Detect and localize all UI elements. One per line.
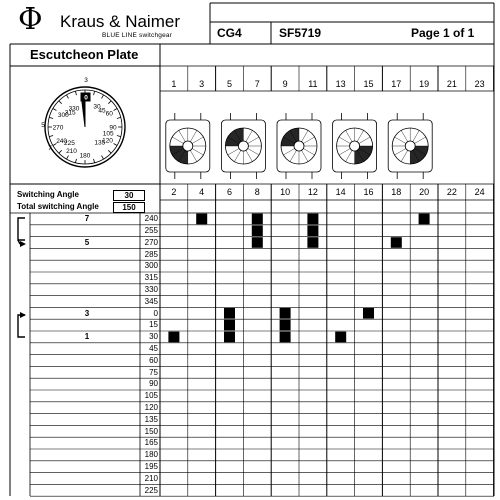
dial-label: 30 — [93, 103, 101, 111]
angle-label: 150 — [144, 426, 158, 436]
angle-label: 270 — [144, 237, 158, 247]
brand-name: Kraus & Naimer — [60, 12, 180, 31]
terminal-bottom-14: 14 — [335, 187, 346, 197]
angle-label: 345 — [144, 296, 158, 306]
angle-label: 180 — [144, 450, 158, 460]
terminal-top-15: 15 — [363, 79, 374, 89]
dial-label: 270 — [52, 124, 64, 132]
terminal-top-23: 23 — [474, 79, 485, 89]
angle-label: 0 — [153, 308, 158, 318]
contact-pictogram — [166, 113, 210, 179]
position-brackets — [18, 218, 26, 337]
contact-mark — [224, 320, 235, 331]
contact-mark — [252, 214, 263, 225]
dial-label: 240 — [56, 138, 68, 145]
terminal-bottom-24: 24 — [474, 187, 485, 197]
contact-mark — [363, 308, 374, 319]
angle-label: 300 — [144, 261, 158, 271]
dial-label: 120 — [102, 137, 113, 145]
dial-label: 225 — [64, 140, 75, 148]
dial-label: 315 — [64, 109, 76, 117]
terminal-bottom-2: 2 — [171, 187, 177, 197]
dial-label: 330 — [68, 105, 80, 113]
contact-mark — [168, 332, 179, 343]
contact-mark — [307, 225, 318, 236]
terminal-top-19: 19 — [419, 79, 430, 89]
angle-label: 135 — [144, 414, 158, 424]
terminal-top-17: 17 — [391, 79, 402, 89]
dial-label: 105 — [102, 130, 114, 138]
contact-mark — [280, 320, 291, 331]
brand-tagline: BLUE LINE switchgear — [102, 32, 173, 39]
angle-label: 120 — [144, 403, 158, 412]
contact-mark — [307, 214, 318, 225]
terminal-top-9: 9 — [282, 79, 288, 89]
terminal-bottom-16: 16 — [363, 187, 374, 197]
contact-mark — [196, 214, 207, 225]
angle-label: 195 — [144, 462, 158, 471]
position-label: 3 — [84, 308, 90, 318]
angle-label: 30 — [149, 332, 158, 342]
contact-mark — [280, 332, 291, 343]
position-label: 1 — [84, 332, 90, 342]
angle-label: 60 — [149, 355, 158, 365]
terminal-bottom-12: 12 — [307, 187, 318, 197]
terminal-top-5: 5 — [226, 79, 232, 89]
angle-label: 165 — [144, 438, 158, 448]
angle-label: 105 — [144, 391, 158, 401]
position-label: 7 — [84, 214, 90, 224]
terminal-top-13: 13 — [335, 79, 346, 89]
dial-label: 135 — [94, 139, 106, 147]
contact-mark — [224, 308, 235, 319]
dial-label: 60 — [105, 110, 113, 118]
terminal-top-1: 1 — [171, 79, 177, 89]
dial-label: 210 — [66, 147, 77, 155]
terminal-bottom-10: 10 — [280, 187, 291, 197]
terminal-top-3: 3 — [199, 79, 205, 89]
contact-mark — [307, 237, 318, 248]
angle-label: 225 — [144, 485, 158, 495]
contact-pictogram — [221, 113, 265, 179]
contact-mark — [391, 237, 402, 248]
model-label: CG4 — [217, 26, 242, 40]
dial-position-label: 7 — [48, 145, 52, 152]
contact-mark — [280, 308, 291, 319]
angle-label: 45 — [149, 344, 158, 353]
terminal-bottom-20: 20 — [419, 187, 430, 197]
angle-label: 15 — [149, 320, 158, 330]
terminal-bottom-8: 8 — [254, 187, 260, 197]
page-label: Page 1 of 1 — [411, 26, 475, 40]
angle-label: 255 — [144, 226, 158, 235]
dial-label: 45 — [98, 107, 106, 115]
angle-label: 75 — [149, 367, 158, 377]
angle-label: 315 — [144, 273, 158, 283]
switching-angle-value: 30 — [113, 190, 145, 201]
angle-label: 330 — [144, 285, 158, 294]
dial-position-label: 3 — [84, 77, 88, 84]
total-switching-angle-label: Total switching Angle — [17, 202, 99, 211]
terminal-bottom-6: 6 — [226, 187, 232, 197]
angle-label: 240 — [144, 214, 158, 224]
angle-label: 285 — [144, 249, 158, 259]
angle-label: 90 — [149, 379, 158, 389]
contact-pictogram — [388, 113, 432, 179]
contact-mark — [252, 225, 263, 236]
terminal-bottom-18: 18 — [391, 187, 402, 197]
switching-angle-label: Switching Angle — [17, 190, 79, 199]
angle-label: 210 — [144, 473, 158, 483]
terminal-top-7: 7 — [254, 79, 260, 89]
contact-pictogram — [333, 113, 377, 179]
terminal-top-11: 11 — [308, 79, 318, 89]
contact-mark — [419, 214, 430, 225]
dial-label: 0 — [84, 94, 88, 102]
dial-label: 300 — [57, 112, 69, 119]
terminal-bottom-4: 4 — [199, 187, 205, 197]
contact-mark — [335, 332, 346, 343]
terminal-top-21: 21 — [446, 79, 457, 89]
escutcheon-title: Escutcheon Plate — [30, 47, 139, 62]
dial-position-label: 5 — [41, 122, 45, 129]
terminal-bottom-22: 22 — [446, 187, 457, 197]
position-label: 5 — [84, 237, 90, 247]
contact-pictogram — [277, 113, 321, 179]
dial-label: 90 — [109, 124, 117, 132]
contact-mark — [252, 237, 263, 248]
contact-mark — [224, 332, 235, 343]
code-label: SF5719 — [279, 26, 322, 40]
dial-label: 180 — [79, 152, 91, 160]
brand-symbol: Φ — [18, 2, 43, 37]
total-switching-angle-value: 150 — [113, 202, 145, 213]
